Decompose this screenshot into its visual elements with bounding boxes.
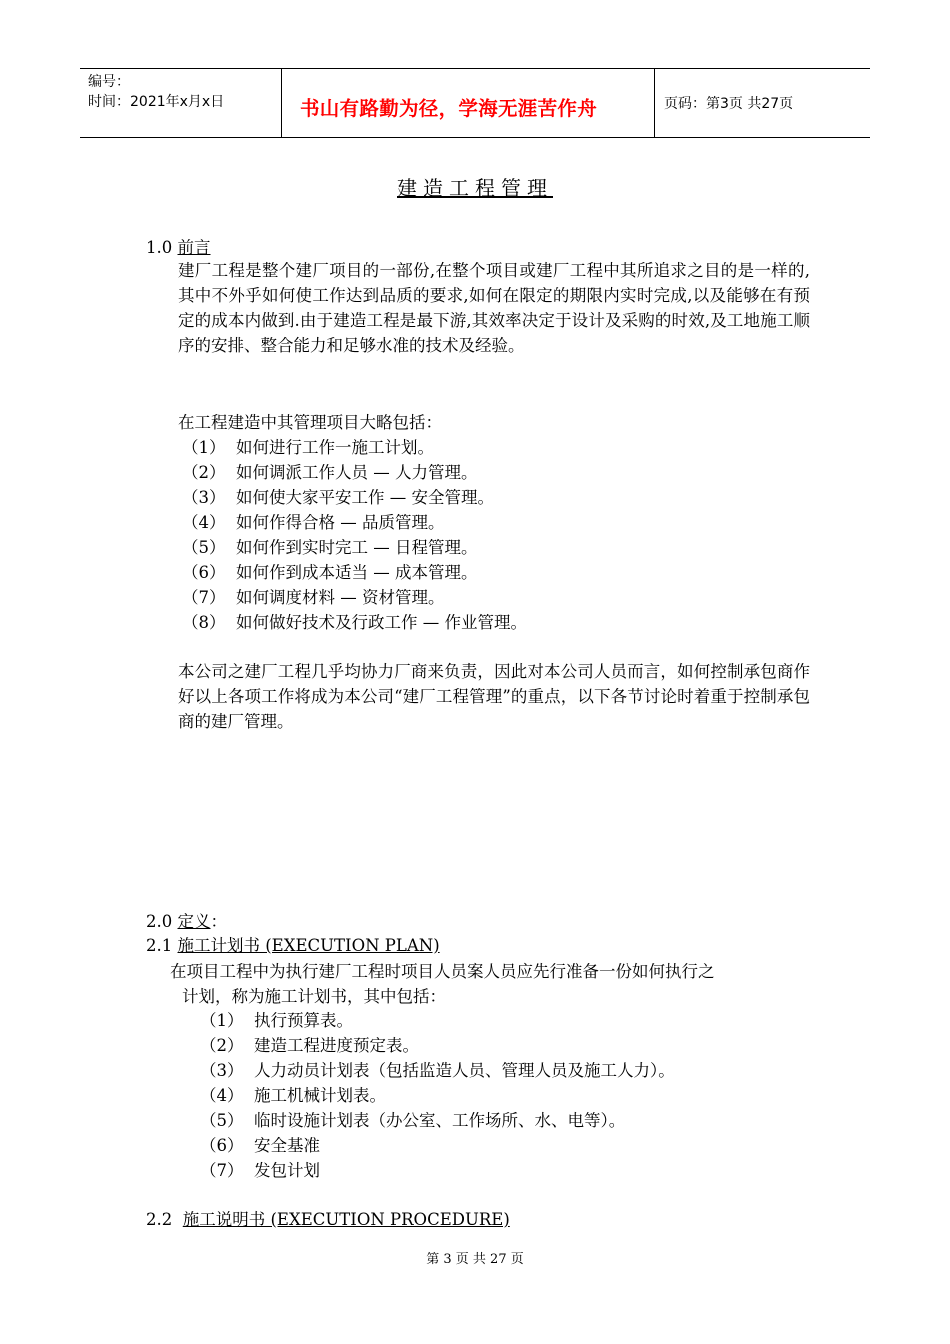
- document-header: [80, 68, 870, 138]
- list-item: [182, 559, 478, 583]
- list-item: [182, 484, 494, 508]
- page-info: 页码：第3页 共27页: [664, 96, 794, 112]
- list-item-text: 如何做好技术及行政工作 — 作业管理。: [236, 613, 527, 632]
- list-item-number: （4）: [182, 513, 226, 532]
- document-title-text: 建造工程管理: [397, 176, 553, 200]
- list-item-text: 临时设施计划表（办公室、工作场所、水、电等）。: [254, 1111, 626, 1130]
- section-1-paragraph-1: 建厂工程是整个建厂项目的一部份,在整个项目或建厂工程中其所追求之目的是一样的,其中不外乎如何使工作达到品质的要求,如何在限定的期限内实时完成,以及能够在有预定的成本内做到.由于建造工程是最下游,其效率决定于设计及采购的时效,及工地施工顺序的安排、整合能力和足够水准的技术及经验。: [178, 261, 810, 355]
- subsection-2-1-heading: [146, 932, 440, 956]
- list-item-text: 如何调度材料 — 资材管理。: [236, 588, 445, 607]
- list-item: [182, 459, 478, 483]
- subsection-2-2-number: 2.2: [146, 1210, 173, 1229]
- list-item: [182, 434, 434, 458]
- list-item: [182, 584, 445, 608]
- document-title: [0, 172, 950, 201]
- list-item-number: （6）: [200, 1136, 244, 1155]
- list-item-text: 安全基准: [254, 1136, 320, 1155]
- list-item-number: （7）: [200, 1161, 244, 1180]
- number-label: 编号：: [88, 74, 130, 90]
- list-item-text: 如何进行工作一施工计划。: [236, 438, 434, 457]
- list-item-number: （5）: [182, 538, 226, 557]
- list-item: [182, 534, 478, 558]
- list-item-number: （2）: [182, 463, 226, 482]
- list-item-number: （1）: [200, 1011, 244, 1030]
- section-1-number: 1.0: [146, 238, 173, 257]
- list-item-number: （3）: [182, 488, 226, 507]
- subsection-2-1-number: 2.1: [146, 936, 173, 955]
- section-2-title-suffix: ：: [210, 912, 227, 931]
- date-line: 时间：2021年x月x日: [88, 94, 225, 110]
- list-item: [200, 1057, 675, 1081]
- list-item-text: 如何作到成本适当 — 成本管理。: [236, 563, 478, 582]
- list-item-number: （3）: [200, 1061, 244, 1080]
- list-item-text: 如何使大家平安工作 — 安全管理。: [236, 488, 494, 507]
- list-item-number: （2）: [200, 1036, 244, 1055]
- list-item: [200, 1082, 386, 1106]
- page-footer: 第 3 页 共 27 页: [426, 1252, 524, 1267]
- list-item-text: 施工机械计划表。: [254, 1086, 386, 1105]
- section-2-heading: [146, 908, 227, 932]
- list-item: [182, 609, 527, 633]
- subsection-2-2-title: 施工说明书 (EXECUTION PROCEDURE): [182, 1210, 510, 1229]
- list-item-text: 建造工程进度预定表。: [254, 1036, 419, 1055]
- subsection-2-2-heading: [146, 1206, 510, 1230]
- subsection-2-1-title: 施工计划书 (EXECUTION PLAN): [177, 936, 440, 955]
- section-1-heading: [146, 234, 211, 258]
- list-intro: 在工程建造中其管理项目大略包括：: [178, 413, 442, 432]
- list-item: [182, 509, 445, 533]
- list-item: [200, 1007, 353, 1031]
- list-item-number: （8）: [182, 613, 226, 632]
- list-item-number: （6）: [182, 563, 226, 582]
- list-item-text: 如何作得合格 — 品质管理。: [236, 513, 445, 532]
- list-item: [200, 1107, 625, 1131]
- list-item-number: （5）: [200, 1111, 244, 1130]
- list-item-text: 如何调派工作人员 — 人力管理。: [236, 463, 478, 482]
- list-item-text: 如何作到实时完工 — 日程管理。: [236, 538, 478, 557]
- list-item: [200, 1157, 320, 1181]
- list-item-number: （4）: [200, 1086, 244, 1105]
- subsection-2-1-intro-line-2: 计划，称为施工计划书，其中包括：: [182, 987, 446, 1006]
- section-1-paragraph-2: 本公司之建厂工程几乎均协力厂商来负责，因此对本公司人员而言，如何控制承包商作好以上各项工作将成为本公司“建厂工程管理”的重点，以下各节讨论时着重于控制承包商的建厂管理。: [178, 662, 810, 731]
- header-motto-cell: [282, 69, 655, 137]
- motto: 书山有路勤为径，学海无涯苦作舟: [300, 97, 598, 120]
- list-item-text: 人力动员计划表（包括监造人员、管理人员及施工人力）。: [254, 1061, 675, 1080]
- subsection-2-1-intro-line-1: 在项目工程中为执行建厂工程时项目人员案人员应先行准备一份如何执行之: [170, 962, 715, 981]
- list-item-number: （7）: [182, 588, 226, 607]
- section-2-number: 2.0: [146, 912, 173, 931]
- list-item: [200, 1132, 320, 1156]
- list-item-text: 发包计划: [254, 1161, 320, 1180]
- list-item-number: （1）: [182, 438, 226, 457]
- section-1-title: 前言: [177, 238, 211, 257]
- header-meta-cell: [80, 69, 282, 137]
- list-item-text: 执行预算表。: [254, 1011, 353, 1030]
- list-item: [200, 1032, 419, 1056]
- section-2-title: 定义: [177, 912, 211, 931]
